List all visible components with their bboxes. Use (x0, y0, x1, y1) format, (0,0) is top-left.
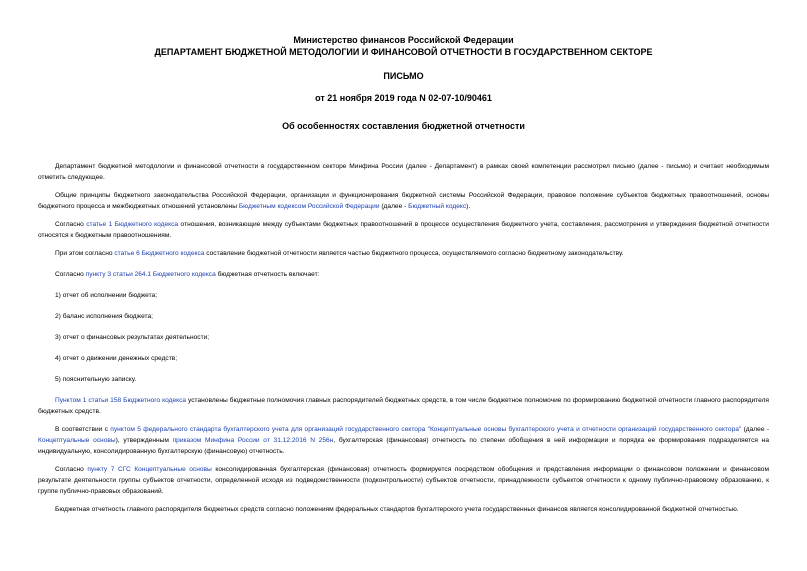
document-type: ПИСЬМО (383, 71, 424, 81)
link-budget-code[interactable]: Бюджетный кодекс (408, 203, 467, 210)
text-span: ), утвержденным (115, 437, 173, 444)
link-sgs-point-7[interactable]: пункту 7 СГС Концептуальные основы (87, 466, 212, 473)
paragraph-5 (38, 269, 769, 280)
document-date-number: от 21 ноября 2019 года N 02-07-10/90461 (315, 93, 492, 103)
link-article-264-1[interactable]: пункту 3 статьи 264.1 Бюджетного кодекса (85, 271, 216, 278)
text-span: Согласно (55, 221, 87, 228)
document-header (38, 0, 769, 132)
link-article-6[interactable]: статье 6 Бюджетного кодекса (114, 250, 205, 257)
link-order-256n[interactable]: приказом Минфина России от 31.12.2016 N 256н (172, 437, 334, 444)
paragraph-1: Департамент бюджетной методологии и финансовой отчетности в государственном секторе Минфина России (далее - Департамент) в рамках своей компетенции рассмотрел письмо (далее - письмо) и считает необходимым отметить следующее. (38, 163, 769, 181)
text-span: (далее - (741, 426, 770, 433)
paragraph-2 (38, 190, 769, 212)
text-span: составление бюджетной отчетности является частью бюджетного процесса, осуществляемого согласно бюджетному законодательству. (204, 250, 624, 257)
paragraph-9: Бюджетная отчетность главного распорядителя бюджетных средств согласно положениям федеральных стандартов бухгалтерского учета государственных финансов является консолидированной бюджетной отчетностью. (55, 506, 739, 513)
text-span: , бухгалтерская (финансовая) отчетность по степени обобщения в ней информации и порядка ее формирования подразделяется на индивидуальную, консолидированную бухгалтерскую (финансовую) отчетность. (38, 437, 769, 455)
text-span: (далее - (379, 203, 409, 210)
text-span: ). (466, 203, 471, 210)
text-span: В соответствии с (55, 426, 111, 433)
text-span: бюджетная отчетность включает: (215, 271, 320, 278)
text-span: Согласно (55, 271, 86, 278)
text-span: При этом согласно (55, 250, 115, 257)
list-item: 5) пояснительную записку. (55, 376, 137, 383)
text-span: консолидированная бухгалтерская (финансовая) отчетность формируется посредством обобщения и представления информации о финансовом положении и финансовом результате деятельности группы субъектов отчетности, определенной исходя из подведомственности (подконтрольности) субъектов отчетности, принадлежности субъектов отчетности к одному публично-правовому образованию, к группе публично-правовых образований. (38, 466, 769, 495)
link-article-1[interactable]: статье 1 Бюджетного кодекса (86, 221, 179, 228)
document-subject: Об особенностях составления бюджетной отчетности (282, 121, 525, 131)
link-conceptual-basis[interactable]: Концептуальные основы (38, 437, 116, 444)
paragraph-6 (38, 395, 769, 417)
text-span: отношения, возникающие между субъектами бюджетных правоотношений в процессе осуществления бюджетного учета, составления, рассмотрения и утверждения бюджетной отчетности относятся к бюджетным правоотношениям. (38, 221, 769, 239)
link-federal-standard[interactable]: пунктом 5 федерального стандарта бухгалтерского учета для организаций государственного сектора "Концептуальные основы бухгалтерского учета и отчетности организаций государственного сектора" (110, 426, 742, 433)
paragraph-3 (38, 219, 769, 241)
list-item: 1) отчет об исполнении бюджета; (55, 292, 158, 299)
list-item: 4) отчет о движении денежных средств; (55, 355, 178, 362)
paragraph-4 (38, 248, 769, 259)
paragraph-8 (38, 464, 769, 497)
list-item: 3) отчет о финансовых результатах деятельности; (55, 334, 210, 341)
paragraph-7 (38, 424, 769, 457)
list-item: 2) баланс исполнения бюджета; (55, 313, 153, 320)
document-body (38, 161, 769, 515)
department-name: ДЕПАРТАМЕНТ БЮДЖЕТНОЙ МЕТОДОЛОГИИ И ФИНАНСОВОЙ ОТЧЕТНОСТИ В ГОСУДАРСТВЕННОМ СЕКТОРЕ (154, 47, 653, 57)
text-span: установлены бюджетные полномочия главных распорядителей бюджетных средств, в том числе бюджетное полномочие по формированию бюджетной отчетности главного распорядителя бюджетных средств. (38, 397, 769, 415)
ministry-name: Министерство финансов Российской Федерации (293, 35, 514, 45)
text-span: Общие принципы бюджетного законодательства Российской Федерации, организации и функционирования бюджетной системы Российской Федерации, правовое положение субъектов бюджетных правоотношений, основы бюджетного процесса и межбюджетных отношений установлены (38, 192, 769, 210)
link-budget-code-rf[interactable]: Бюджетным кодексом Российской Федерации (238, 203, 380, 210)
link-article-158[interactable]: Пунктом 1 статьи 158 Бюджетного кодекса (55, 397, 187, 404)
text-span: Согласно (55, 466, 88, 473)
